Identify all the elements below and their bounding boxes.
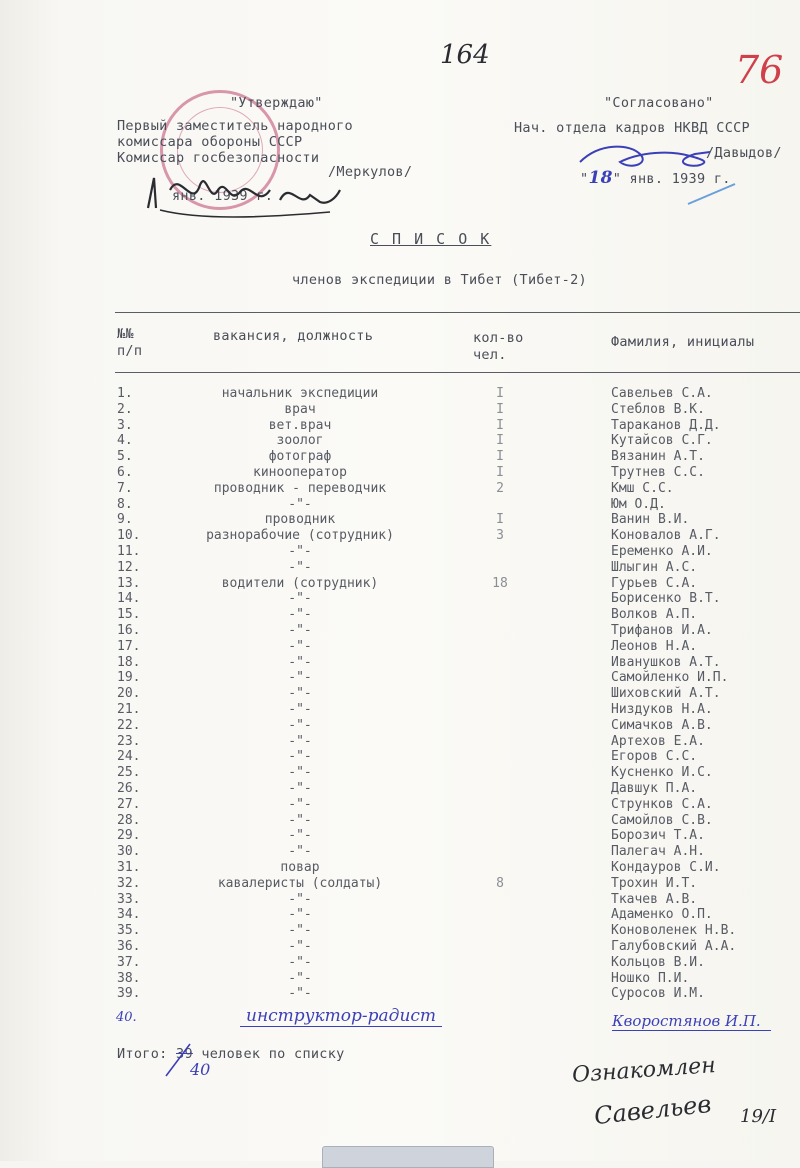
row-number: 22.	[117, 718, 141, 733]
row-number: 29.	[117, 828, 141, 843]
row-number: 36.	[117, 939, 141, 954]
document-subtitle: членов экспедиции в Тибет (Тибет-2)	[292, 272, 587, 288]
row-number: 28.	[117, 813, 141, 828]
row-name: Трохин И.Т.	[611, 876, 698, 891]
row-number: 34.	[117, 907, 141, 922]
row-quantity: 8	[496, 876, 504, 891]
row-position: -"-	[288, 591, 312, 606]
row-name: Леонов Н.А.	[611, 639, 698, 654]
row-quantity: I	[496, 465, 504, 480]
total-struck: 39	[176, 1046, 193, 1062]
row-name: Струнков С.А.	[611, 797, 713, 812]
row-name: Тараканов Д.Д.	[611, 418, 721, 433]
row-name: Ванин В.И.	[611, 512, 690, 527]
approval-line-2: комиссара обороны СССР	[117, 134, 303, 150]
row-position: -"-	[288, 560, 312, 575]
row-position: врач	[284, 402, 316, 417]
row-quantity: I	[496, 418, 504, 433]
row-40-number: 40.	[116, 1010, 137, 1025]
row-name: Коновалов А.Г.	[611, 528, 721, 543]
row-number: 5.	[117, 449, 133, 464]
approval-date: янв. 1939 г.	[172, 188, 274, 204]
agreed-date-day: 18	[588, 168, 613, 188]
row-position: -"-	[288, 734, 312, 749]
row-number: 2.	[117, 402, 133, 417]
row-name: Борозич Т.А.	[611, 828, 705, 843]
row-name: Коноволенек Н.В.	[611, 923, 737, 938]
row-number: 3.	[117, 418, 133, 433]
row-name: Гурьев С.А.	[611, 576, 698, 591]
row-quantity: I	[496, 449, 504, 464]
row-position: -"-	[288, 892, 312, 907]
row-position: -"-	[288, 844, 312, 859]
row-name: Кусненко И.С.	[611, 765, 713, 780]
row-number: 11.	[117, 544, 141, 559]
row-position: -"-	[288, 971, 312, 986]
row-number: 18.	[117, 655, 141, 670]
row-number: 8.	[117, 497, 133, 512]
table-header-rule	[115, 372, 800, 373]
row-name: Адаменко О.П.	[611, 907, 713, 922]
familiarized-label: Ознакомлен	[571, 1053, 717, 1088]
row-name: Иванушков А.Т.	[611, 655, 721, 670]
row-position: водители (сотрудник)	[221, 576, 379, 591]
row-name: Егоров С.С.	[611, 749, 698, 764]
row-position: зоолог	[276, 433, 324, 448]
agreed-date-prefix: "	[580, 171, 589, 187]
row-name: Кмш С.С.	[611, 481, 674, 496]
row-number: 10.	[117, 528, 141, 543]
row-quantity: 2	[496, 481, 504, 496]
agreed-date-rest: " янв. 1939 г.	[612, 171, 731, 187]
row-number: 24.	[117, 749, 141, 764]
header-quantity: кол-во чел.	[473, 330, 524, 363]
row-quantity: I	[496, 433, 504, 448]
row-name: Стеблов В.К.	[611, 402, 705, 417]
row-number: 16.	[117, 623, 141, 638]
approval-line-1: Первый заместитель народного	[117, 118, 353, 134]
row-name: Ношко П.И.	[611, 971, 690, 986]
row-position: -"-	[288, 749, 312, 764]
row-name: Самойленко И.П.	[611, 670, 729, 685]
row-name: Трифанов И.А.	[611, 623, 713, 638]
row-name: Борисенко В.Т.	[611, 591, 721, 606]
row-name: Шлыгин А.С.	[611, 560, 698, 575]
row-position: -"-	[288, 939, 312, 954]
row-name: Юм О.Д.	[611, 497, 666, 512]
archive-tab	[322, 1146, 494, 1168]
row-number: 26.	[117, 781, 141, 796]
agreed-signature-name: /Давыдов/	[706, 145, 782, 161]
row-number: 1.	[117, 386, 133, 401]
row-position: фотограф	[268, 449, 332, 464]
approval-signature-name: /Меркулов/	[328, 164, 413, 180]
row-name: Кольцов В.И.	[611, 955, 705, 970]
row-position: -"-	[288, 813, 312, 828]
row-position: -"-	[288, 655, 312, 670]
row-position: -"-	[288, 497, 312, 512]
row-position: -"-	[288, 907, 312, 922]
row-position: начальник экспедиции	[221, 386, 379, 401]
agreed-date	[580, 168, 731, 188]
row-number: 9.	[117, 512, 133, 527]
row-name: Артехов Е.А.	[611, 734, 705, 749]
row-number: 7.	[117, 481, 133, 496]
row-name: Кутайсов С.Г.	[611, 433, 713, 448]
row-name: Симачков А.В.	[611, 718, 713, 733]
row-position: повар	[280, 860, 320, 875]
row-name: Давшук П.А.	[611, 781, 698, 796]
document-title: С П И С О К	[370, 230, 492, 248]
row-name: Суросов И.М.	[611, 986, 705, 1001]
approval-line-3: Комиссар госбезопасности	[117, 150, 320, 166]
row-40-position: инструктор-радист	[240, 1006, 442, 1027]
row-number: 20.	[117, 686, 141, 701]
row-quantity: 18	[492, 576, 508, 591]
row-position: кавалеристы (солдаты)	[217, 876, 383, 891]
row-number: 32.	[117, 876, 141, 891]
row-position: -"-	[288, 670, 312, 685]
table-top-rule	[115, 312, 800, 313]
row-position: проводник - переводчик	[213, 481, 387, 496]
familiarized-date: 19/I	[740, 1106, 777, 1127]
row-position: вет.врач	[268, 418, 332, 433]
row-position: -"-	[288, 702, 312, 717]
row-number: 17.	[117, 639, 141, 654]
row-name: Палегач А.Н.	[611, 844, 705, 859]
row-number: 38.	[117, 971, 141, 986]
row-position: -"-	[288, 986, 312, 1001]
row-position: -"-	[288, 544, 312, 559]
row-number: 27.	[117, 797, 141, 812]
row-number: 35.	[117, 923, 141, 938]
row-number: 25.	[117, 765, 141, 780]
row-number: 12.	[117, 560, 141, 575]
row-name: Вязанин А.Т.	[611, 449, 705, 464]
row-name: Ткачев А.В.	[611, 892, 698, 907]
header-name: Фамилия, инициалы	[611, 334, 755, 350]
row-number: 4.	[117, 433, 133, 448]
row-number: 13.	[117, 576, 141, 591]
row-number: 14.	[117, 591, 141, 606]
total-correction-slash	[160, 1040, 200, 1080]
row-name: Савельев С.А.	[611, 386, 713, 401]
row-position: -"-	[288, 923, 312, 938]
row-quantity: I	[496, 386, 504, 401]
row-quantity: I	[496, 512, 504, 527]
row-name: Трутнев С.С.	[611, 465, 705, 480]
row-name: Кондауров С.И.	[611, 860, 721, 875]
row-quantity: 3	[496, 528, 504, 543]
row-number: 31.	[117, 860, 141, 875]
row-number: 37.	[117, 955, 141, 970]
agreed-line-1: Нач. отдела кадров НКВД СССР	[514, 120, 750, 136]
row-position: -"-	[288, 639, 312, 654]
page-number-red: 76	[735, 48, 784, 92]
header-number: №№ п/п	[117, 326, 143, 359]
total-handwritten: 40	[190, 1060, 211, 1079]
row-number: 21.	[117, 702, 141, 717]
row-number: 33.	[117, 892, 141, 907]
row-number: 19.	[117, 670, 141, 685]
row-40-name: Кворостянов И.П.	[612, 1012, 771, 1031]
approval-signature	[140, 150, 350, 230]
archive-number: 164	[440, 40, 490, 70]
row-position: -"-	[288, 765, 312, 780]
row-number: 39.	[117, 986, 141, 1001]
header-position: вакансия, должность	[213, 328, 374, 344]
row-number: 15.	[117, 607, 141, 622]
row-number: 23.	[117, 734, 141, 749]
total-rest: человек по списку	[201, 1046, 345, 1062]
row-position: -"-	[288, 781, 312, 796]
total-prefix: Итого:	[117, 1046, 168, 1062]
row-position: -"-	[288, 607, 312, 622]
row-position: -"-	[288, 828, 312, 843]
row-name: Самойлов С.В.	[611, 813, 713, 828]
row-name: Волков А.П.	[611, 607, 698, 622]
row-position: проводник	[264, 512, 336, 527]
row-name: Низдуков Н.А.	[611, 702, 713, 717]
row-position: -"-	[288, 623, 312, 638]
row-position: разнорабочие (сотрудник)	[206, 528, 394, 543]
row-position: кинооператор	[253, 465, 347, 480]
row-number: 6.	[117, 465, 133, 480]
agreed-title: "Согласовано"	[604, 95, 714, 111]
total-line	[117, 1046, 345, 1062]
row-name: Еременко А.И.	[611, 544, 713, 559]
row-quantity: I	[496, 402, 504, 417]
row-name: Галубовский А.А.	[611, 939, 737, 954]
row-position: -"-	[288, 955, 312, 970]
row-number: 30.	[117, 844, 141, 859]
approval-title: "Утверждаю"	[230, 95, 323, 111]
row-position: -"-	[288, 718, 312, 733]
familiarized-signature: Савельев	[592, 1089, 713, 1131]
row-position: -"-	[288, 686, 312, 701]
row-position: -"-	[288, 797, 312, 812]
row-name: Шиховский А.Т.	[611, 686, 721, 701]
